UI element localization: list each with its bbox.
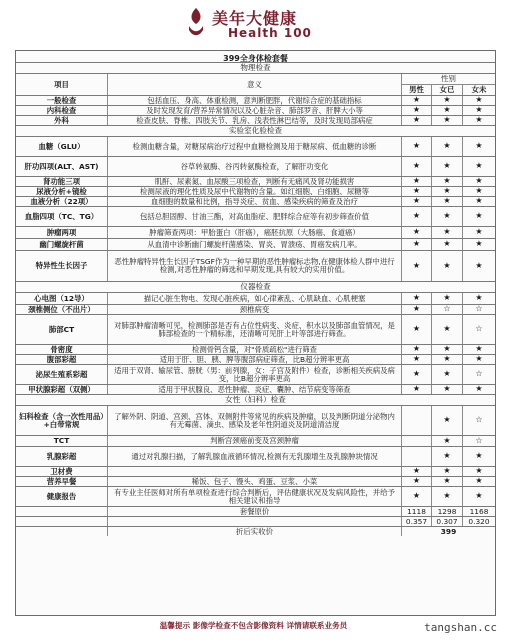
row-item: 血糖（GLU） [16,137,108,156]
row-item: 血液分析（22项） [16,197,108,206]
row-item: 肝功四项(ALT、AST) [16,157,108,176]
row-item: 肿瘤两项 [16,227,108,238]
table-row [16,95,495,105]
mark-female-s: ☆ [475,415,483,425]
row-item: 幽门螺旋杆菌 [16,239,108,250]
mark-female-w: ☆ [432,305,463,314]
final-row [16,526,495,536]
mark-female-w: ★ [432,157,463,176]
section-row [16,62,495,73]
row-desc: 肿瘤筛查两项：甲胎蛋白（肝癌），癌胚抗原（大肠癌、食道癌） [108,227,402,238]
row-desc: 稀饭、包子、馒头、鸡蛋、豆浆、小菜 [108,477,402,486]
mark-female-w: ★ [432,293,463,304]
mark-female-s: ★ [475,260,483,270]
mark-female-w: ★ [432,251,463,281]
header-fw: 女已 [432,85,463,95]
row-item: 乳腺彩超 [16,447,108,466]
discount-female-w: 0.307 [432,517,463,526]
mark-male: ★ [402,345,432,354]
mark-female-w: ★ [432,436,463,446]
table-row [16,206,495,226]
row-item: 营养早餐 [16,477,108,486]
mark-male: ★ [402,365,432,384]
row-desc: 血细胞的数量和比例，指导炎症、贫血、感染疾病的筛查及治疗 [108,197,402,206]
table-row [16,344,495,354]
mark-female-s: ★ [475,227,483,237]
mark-female-s: ★ [475,293,483,303]
mark-female-w: ★ [432,315,463,344]
table-row [16,156,495,176]
table-row [16,405,495,435]
mark-female-w: ★ [432,207,463,226]
mark-female-s: ★ [475,239,483,249]
row-item: 肾功能三项 [16,177,108,186]
header-gender: 性别 [402,74,495,85]
row-desc: 及时发现发育/营养异常情况以及心脏杂音、肺部罗音、肝脾大小等 [108,106,402,115]
mark-female-w: ★ [432,239,463,250]
mark-female-w: ★ [432,406,463,435]
mark-male: ★ [402,106,432,115]
row-desc: 描记心脏生物电、发现心脏疾病，如心律紊乱、心肌缺血、心肌梗塞 [108,293,402,304]
section-instrument: 仪器检查 [240,282,271,292]
header-meaning: 意义 [108,74,402,95]
row-item: 妇科检查（含一次性用品）+白带常规 [16,406,108,435]
mark-female-s: ★ [475,345,483,354]
table-row [16,238,495,250]
package-title: 399全身体检套餐 [223,54,288,63]
mark-female-w: ★ [432,177,463,186]
mark-female-w: ★ [432,197,463,206]
row-desc: 检查皮肤、脊椎、四肢关节、乳房、浅表性淋巴结等，及时发现局部病症 [108,116,402,125]
mark-female-w: ★ [432,385,463,394]
mark-male: ★ [402,227,432,238]
mark-female-w: ★ [432,187,463,196]
row-desc: 谷草转氨酶、谷丙转氨酶检查，了解肝功变化 [108,157,402,176]
table-row [16,354,495,364]
table-row [16,314,495,344]
table-row [16,446,495,466]
mark-female-s: ★ [475,451,483,461]
table-row [16,384,495,394]
brand-header [0,0,507,46]
mark-female-w: ★ [432,365,463,384]
mark-female-s: ☆ [475,305,483,314]
mark-male: ★ [402,355,432,364]
mark-female-s: ★ [475,116,483,125]
mark-male: ★ [402,96,432,105]
final-blank [16,527,108,536]
section-row [16,125,495,136]
mark-female-s: ★ [475,96,483,105]
row-desc: 肌酐、尿素氮、血尿酸三项检查，判断有无痛风及肾功能损害 [108,177,402,186]
mark-female-s: ★ [475,197,483,206]
total-female-s: 1168 [469,507,489,516]
mark-male: ★ [402,187,432,196]
header-row [16,73,495,95]
section-row [16,281,495,292]
total-male: 1118 [402,507,432,516]
row-item: 一般检查 [16,96,108,105]
row-desc: 恶性肿瘤特异性生长因子TSGF作为一种早期的恶性肿瘤标志物,在健康体检人群中进行检测,对恶性肿瘤的筛选和早期发现,具有较大的实用价值。 [108,251,402,281]
discount-desc [108,517,402,526]
mark-male: ★ [402,477,432,486]
mark-female-s: ★ [475,177,483,186]
row-desc: 检测骨钙含量，对"骨质疏松"进行筛查 [108,345,402,354]
discount-row [16,516,495,526]
table-row [16,186,495,196]
row-item: 甲状腺彩超（双侧） [16,385,108,394]
row-desc: 适用于肝、胆、胰、脾等腹部病症筛查，比B超分辨率更高 [108,355,402,364]
mark-female-w: ★ [432,447,463,466]
watermark: tangshan.cc [424,621,497,634]
mark-male [402,406,432,435]
mark-female-s: ★ [475,187,483,196]
mark-male: ★ [402,305,432,314]
totals-label: 套餐原价 [108,507,402,516]
table-row [16,115,495,125]
table-row [16,364,495,384]
row-desc: 检测尿液的理化性质及尿中代谢物的含量。如红细胞、白细胞、尿糖等 [108,187,402,196]
mark-male: ★ [402,177,432,186]
mark-male: ★ [402,251,432,281]
brand-name-cn: 美年大健康 [212,9,298,28]
mark-female-w: ★ [432,137,463,156]
mark-female-w: ★ [432,355,463,364]
section-physical: 物理检查 [240,63,271,73]
logo-icon [186,6,206,40]
row-item: 腹部彩超 [16,355,108,364]
header-m: 男性 [402,85,432,95]
row-item: 肺部CT [16,315,108,344]
brand-name-en: Health 100 [228,26,312,40]
mark-female-s: ☆ [475,369,483,379]
table-row [16,196,495,206]
row-desc: 从血清中诊断幽门螺旋杆菌感染、胃炎、胃溃疡、胃癌发病几率。 [108,239,402,250]
section-lab: 实验室化验检查 [228,126,283,136]
mark-male: ★ [402,315,432,344]
total-female-w: 1298 [432,507,463,516]
mark-female-s: ★ [475,106,483,115]
mark-male: ★ [402,197,432,206]
mark-male [402,436,432,446]
row-desc: 有专业主任医师对所有单项检查进行综合判断后，评估健康状况及发病风险性，并给予相关建议和指导 [108,487,402,506]
row-item: TCT [16,436,108,446]
mark-female-s: ★ [475,161,483,171]
header-fm: 女未 [471,85,487,95]
mark-male: ★ [402,157,432,176]
mark-female-s: ★ [475,141,483,151]
table-row [16,304,495,314]
row-desc: 判断宫颈癌前变及宫颈肿瘤 [108,436,402,446]
table-row [16,292,495,304]
mark-female-s: ★ [475,385,483,394]
mark-female-w: ★ [432,227,463,238]
mark-male: ★ [402,116,432,125]
table-row [16,176,495,186]
mark-male: ★ [402,239,432,250]
table-row [16,250,495,281]
table-row [16,136,495,156]
mark-female-w: ★ [432,467,463,476]
row-item: 卫材费 [16,467,108,476]
mark-female-s: ☆ [475,436,483,445]
mark-male: ★ [402,207,432,226]
mark-male: ★ [402,487,432,506]
mark-female-s: ★ [475,211,483,221]
mark-female-w: ★ [432,477,463,486]
row-desc: 包括血压、身高、体重检测，意判断肥胖，代谢综合症的基础指标 [108,96,402,105]
mark-female-w: ★ [432,345,463,354]
row-item: 内科检查 [16,106,108,115]
row-desc: 颈椎病变 [108,305,402,314]
mark-female-w: ★ [432,96,463,105]
row-item: 颈椎侧位（不出片） [16,305,108,314]
mark-male: ★ [402,467,432,476]
final-label: 折后实收价 [108,527,402,536]
row-desc: 适用于甲状腺良、恶性肿瘤、炎症、囊肿、结节病变等筛查 [108,385,402,394]
mark-male [402,447,432,466]
row-item: 外科 [16,116,108,125]
row-desc: 通过对乳腺扫描，了解乳腺血液循环情况,检测有无乳腺增生及乳腺肿块情况 [108,447,402,466]
discount-female-s: 0.320 [468,517,490,526]
row-item: 泌尿生殖系彩超 [16,365,108,384]
mark-female-w: ★ [432,106,463,115]
mark-female-s: ★ [475,491,483,501]
totals-blank [16,507,108,516]
mark-female-w: ★ [432,487,463,506]
row-desc: 检测血糖含量，对糖尿病治疗过程中血糖检测及用于糖尿病、低血糖的诊断 [108,137,402,156]
row-desc: 适用于双肾、输尿管、膀胱（男：前列腺，女：子宫及附件）检查，诊断相关疾病及病变，比B超分辨率更高 [108,365,402,384]
mark-male: ★ [402,385,432,394]
exam-package-table [15,50,496,616]
section-row [16,394,495,405]
mark-female-s: ★ [475,355,483,364]
final-price: 399 [440,527,457,536]
row-item: 骨密度 [16,345,108,354]
mark-female-s: ★ [475,467,483,476]
row-desc: 了解外阴、阴道、宫颈、宫体、双侧附件等常见的疾病及肿瘤，以及判断阴道分泌物内有无霉菌、滴虫、感染及老年性阴道炎及阴道清洁度 [108,406,402,435]
mark-male: ★ [402,293,432,304]
row-desc: 对肺部肿瘤清晰可见，检测肺部是否有占位性病变、炎症、积水以及肺部血管情况，是肺部检查的一个精标准，还清晰可见肝上叶等部进行筛查。 [108,315,402,344]
row-item: 心电图（12导） [16,293,108,304]
row-item: 特异性生长因子 [16,251,108,281]
row-item: 健康报告 [16,487,108,506]
footer-note: 温馨提示 影像学检查不包含影像资料 详情请联系业务员 [159,621,348,630]
mark-male: ★ [402,137,432,156]
section-female: 女性（妇科）检查 [225,395,286,405]
discount-blank [16,517,108,526]
mark-female-s: ★ [475,477,483,486]
row-item: 血脂四项（TC、TG） [16,207,108,226]
table-row [16,226,495,238]
table-row [16,486,495,506]
totals-row [16,506,495,516]
row-desc [108,467,402,476]
row-desc: 包括总胆固醇、甘油三酯，对高血脂症、肥胖综合症等有初步筛查价值 [108,207,402,226]
table-row [16,435,495,446]
mark-female-s: ☆ [475,324,483,334]
table-row [16,105,495,115]
table-row [16,476,495,486]
mark-female-w: ★ [432,116,463,125]
header-item: 项目 [16,74,108,95]
row-item: 尿液分析+镜检 [16,187,108,196]
discount-male: 0.357 [402,517,432,526]
table-row [16,466,495,476]
